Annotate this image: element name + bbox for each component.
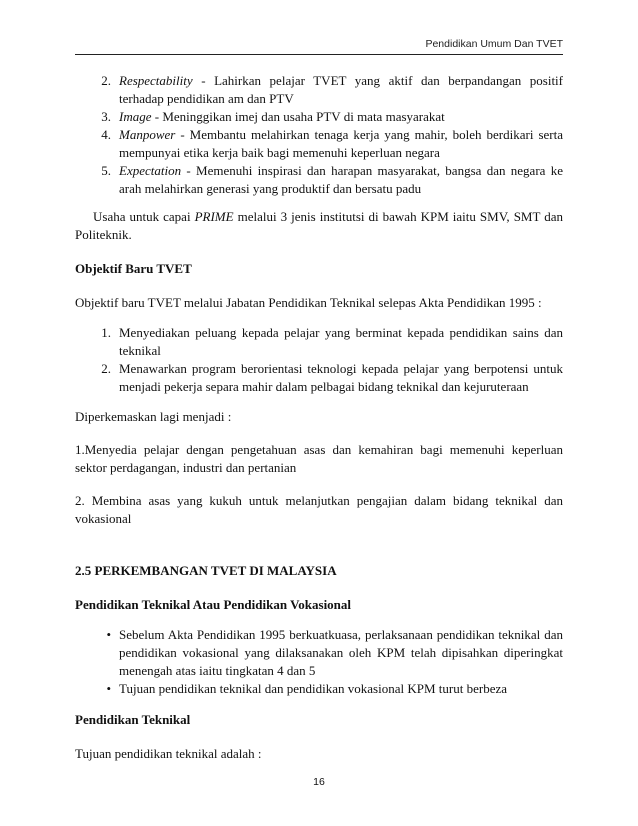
list-text: - Lahirkan pelajar TVET yang aktif dan berpandangan positif terhadap pendidikan am dan PTV — [119, 73, 563, 106]
bullet-list — [75, 626, 563, 698]
list-item — [95, 680, 563, 698]
list-item — [95, 324, 563, 360]
list-number: 4. — [101, 127, 111, 142]
list-text: - Membantu melahirkan tenaga kerja yang mahir, boleh berdikari serta mempunyai etika kerja baik bagi memenuhi keperluan negara — [119, 127, 563, 160]
prime-term: PRIME — [194, 209, 234, 224]
list-item — [95, 126, 563, 162]
page-header: Pendidikan Umum Dan TVET — [425, 38, 563, 50]
list-text: - Meninggikan imej dan usaha PTV di mata masyarakat — [151, 109, 445, 124]
diperkemas-paragraph: Diperkemaskan lagi menjadi : — [75, 409, 232, 424]
list-number: 2. — [101, 73, 111, 88]
list-text: - Memenuhi inspirasi dan harapan masyarakat, bangsa dan negara ke arah melahirkan generasi yang produktif dan bersatu padu — [119, 163, 563, 196]
header-rule — [75, 54, 563, 55]
prime-list — [75, 72, 563, 198]
heading-objektif: Objektif Baru TVET — [75, 261, 192, 276]
list-number: 1. — [101, 325, 111, 340]
list-item — [95, 360, 563, 396]
list-number: 2. — [101, 361, 111, 376]
list-item — [95, 626, 563, 680]
list-number: 5. — [101, 163, 111, 178]
list-number: 3. — [101, 109, 111, 124]
prime-paragraph — [75, 208, 563, 244]
objektif-paragraph: Objektif baru TVET melalui Jabatan Pendidikan Teknikal selepas Akta Pendidikan 1995 : — [75, 295, 542, 310]
tujuan-paragraph: Tujuan pendidikan teknikal adalah : — [75, 746, 262, 761]
list-term: Image — [119, 109, 152, 124]
page-content — [75, 72, 563, 763]
list-item — [95, 72, 563, 108]
list-term: Respectability — [119, 73, 193, 88]
list-text: Menawarkan program berorientasi teknologi kepada pelajar yang berpotensi untuk menjadi pekerja separa mahir dalam pelbagai bidang teknikal dan kejuruteraan — [119, 361, 563, 394]
point1-paragraph: 1.Menyedia pelajar dengan pengetahuan asas dan kemahiran bagi memenuhi keperluan sektor perdagangan, industri dan pertanian — [75, 442, 563, 475]
list-term: Manpower — [119, 127, 176, 142]
list-text: Sebelum Akta Pendidikan 1995 berkuatkuasa, perlaksanaan pendidikan teknikal dan pendidikan vokasional yang dilaksanakan oleh KPM telah dipisahkan diperingkat menengah atas iaitu tingkatan 4 dan 5 — [119, 627, 563, 678]
list-item — [95, 162, 563, 198]
section-heading: 2.5 PERKEMBANGAN TVET DI MALAYSIA — [75, 563, 337, 578]
list-item — [95, 108, 563, 126]
point2-paragraph: 2. Membina asas yang kukuh untuk melanjutkan pengajian dalam bidang teknikal dan vokasional — [75, 493, 563, 526]
heading-teknikal: Pendidikan Teknikal — [75, 712, 191, 727]
list-text: Tujuan pendidikan teknikal dan pendidikan vokasional KPM turut berbeza — [119, 681, 508, 696]
objektif-list — [75, 324, 563, 396]
prime-paragraph-text: Usaha untuk capai — [93, 209, 195, 224]
heading-teknikal-vokasional: Pendidikan Teknikal Atau Pendidikan Vokasional — [75, 597, 352, 612]
list-text: Menyediakan peluang kepada pelajar yang berminat kepada pendidikan sains dan teknikal — [119, 325, 563, 358]
bullet-icon: • — [106, 681, 111, 696]
page-number: 16 — [313, 776, 325, 788]
bullet-icon: • — [106, 627, 111, 642]
list-term: Expectation — [119, 163, 182, 178]
prime-paragraph-text-end: melalui 3 jenis institutsi di bawah KPM iaitu SMV, SMT dan Politeknik. — [75, 209, 563, 242]
